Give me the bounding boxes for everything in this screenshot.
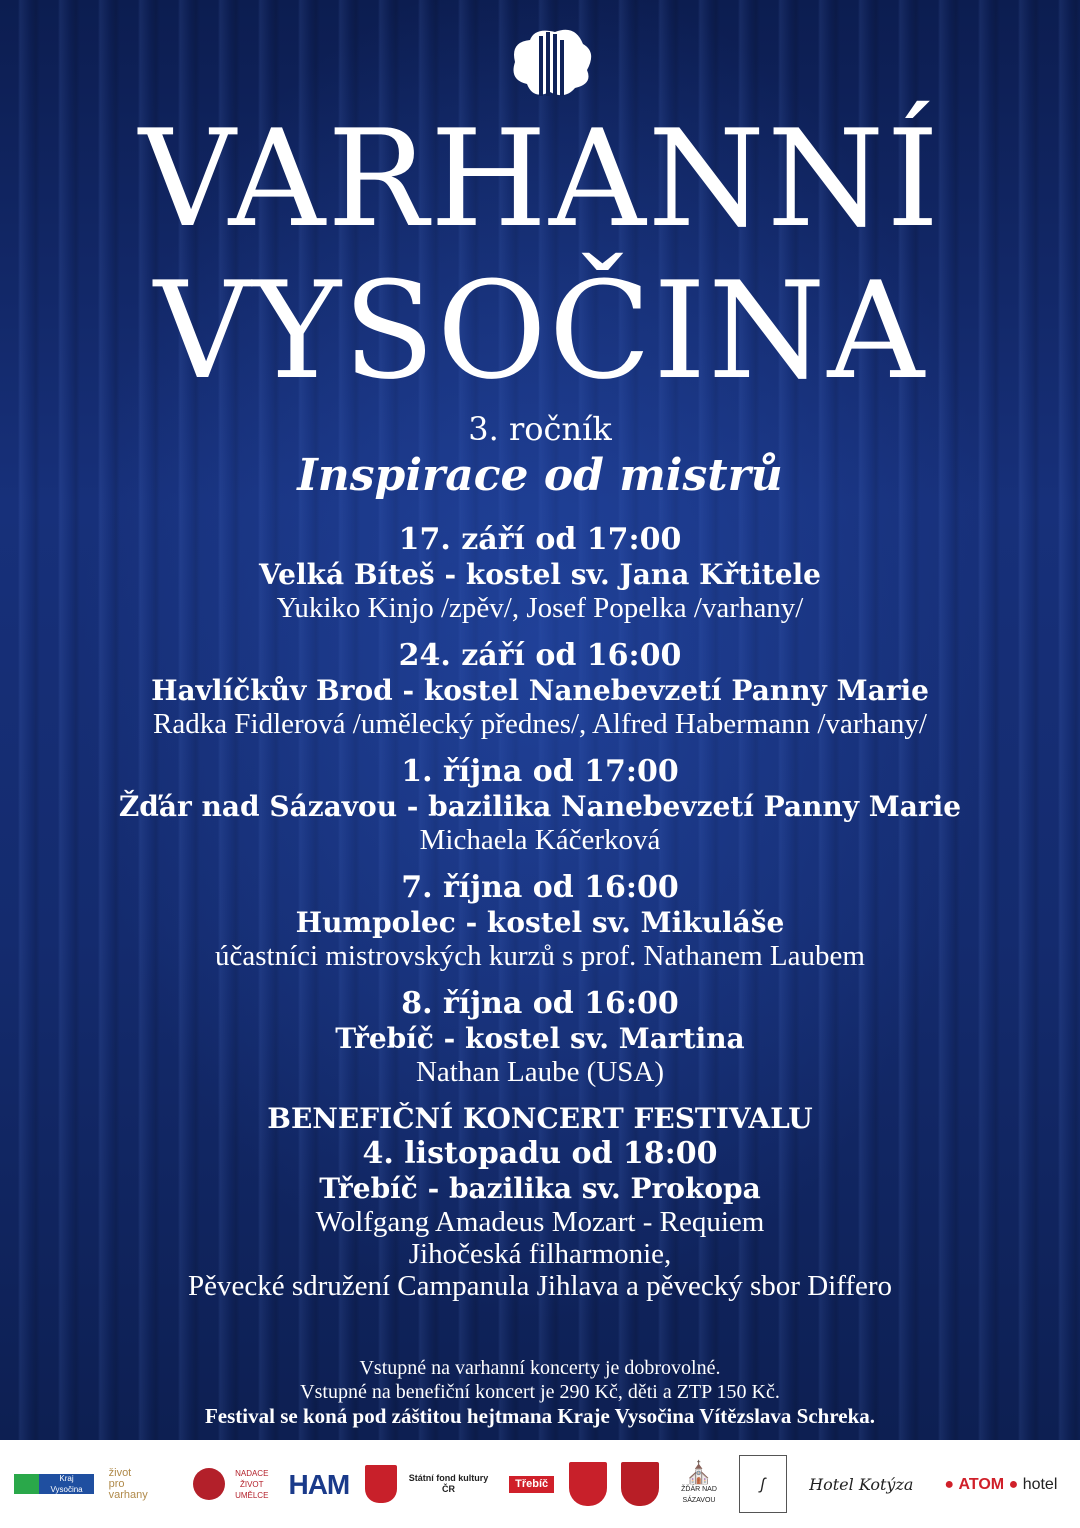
benefit-line: Pěvecké sdružení Campanula Jihlava a pěvecký sbor Differo: [187, 1270, 893, 1302]
benefit-heading: BENEFIČNÍ KONCERT FESTIVALU: [267, 1102, 813, 1135]
title-line-2: VYSOČINA: [153, 253, 927, 409]
zivot-word: život: [108, 1466, 132, 1479]
hotel-kotyza-logo: Hotel Kotýza: [809, 1474, 914, 1494]
benefit-line: Wolfgang Amadeus Mozart - Requiem: [315, 1206, 765, 1238]
nadace-label: NADACE ŽIVOT UMĚLCE: [235, 1468, 269, 1500]
edition: 3. ročník: [468, 410, 612, 448]
event-place: Havlíčkův Brod - kostel Nanebevzetí Panny Marie: [151, 674, 929, 707]
atom-hotel-logo: [936, 1475, 1066, 1493]
event-performers: Nathan Laube (USA): [415, 1056, 665, 1088]
czech-lion-icon: [365, 1465, 397, 1503]
benefit-place: Třebíč - bazilika sv. Prokopa: [319, 1172, 761, 1205]
event-performers: účastníci mistrovských kurzů s prof. Nathanem Laubem: [215, 940, 865, 972]
event-list: [0, 522, 1080, 1316]
benefit-date: 4. listopadu od 18:00: [362, 1136, 718, 1171]
ham-logo: HAM: [288, 1468, 350, 1500]
pro-word: pro: [108, 1477, 125, 1490]
event-item: [0, 754, 1080, 856]
coat-of-arms-icon: [569, 1462, 607, 1506]
kraj-green-block: [14, 1474, 39, 1494]
dot-icon: ●: [944, 1475, 959, 1493]
event-place: Třebíč - kostel sv. Martina: [335, 1022, 745, 1055]
benefit-concert: [0, 1102, 1080, 1302]
event-performers: Michaela Káčerková: [419, 824, 661, 856]
event-date: 24. září od 16:00: [398, 638, 682, 673]
event-date: 8. října od 16:00: [401, 986, 679, 1021]
atom-word: ATOM: [958, 1475, 1005, 1493]
nadace-seal-icon: [193, 1468, 225, 1500]
varhany-word: varhany: [108, 1488, 148, 1501]
event-date: 1. října od 17:00: [401, 754, 679, 789]
sponsor-bar: [0, 1440, 1080, 1528]
event-performers: Yukiko Kinjo /zpěv/, Josef Popelka /varhany/: [276, 592, 804, 624]
note-benefit-price: Vstupné na benefiční koncert je 290 Kč, děti a ZTP 150 Kč.: [300, 1381, 780, 1403]
nadace-zivot-umelce-logo: [193, 1468, 273, 1501]
church-icon: ⛪: [685, 1460, 713, 1485]
note-patronage: Festival se koná pod záštitou hejtmana Kraje Vysočina Vítězslava Schreka.: [204, 1404, 876, 1428]
subtitle: Inspirace od mistrů: [297, 450, 783, 501]
atom-hotel-word: hotel: [1022, 1475, 1058, 1493]
zdar-nad-sazavou-logo: [674, 1462, 724, 1506]
benefit-line: Jihočeská filharmonie,: [408, 1238, 672, 1270]
notes: [0, 1356, 1080, 1428]
note-voluntary-entry: Vstupné na varhanní koncerty je dobrovolné.: [359, 1357, 721, 1379]
event-performers: Radka Fidlerová /umělecký přednes/, Alfred Habermann /varhany/: [153, 708, 927, 740]
zdar-label: ŽĎÁR NAD SÁZAVOU: [681, 1486, 717, 1504]
kraj-label: Kraj Vysočina: [50, 1474, 83, 1494]
event-item: [0, 522, 1080, 624]
event-place: Velká Bíteš - kostel sv. Jana Křtitele: [258, 558, 821, 591]
event-date: 17. září od 17:00: [398, 522, 682, 557]
trebic-logo: Třebíč: [509, 1476, 554, 1493]
statni-fond-kultury-logo: [365, 1465, 495, 1503]
js-monogram-logo: ʃ: [739, 1455, 787, 1513]
title-line-1: VARHANNÍ: [138, 101, 942, 257]
event-item: [0, 986, 1080, 1088]
event-place: Humpolec - kostel sv. Mikuláše: [295, 906, 785, 939]
event-date: 7. října od 16:00: [401, 870, 679, 905]
event-place: Žďár nad Sázavou - bazilika Nanebevzetí Panny Marie: [118, 790, 962, 823]
coat-of-arms-icon: [621, 1462, 659, 1506]
event-item: [0, 870, 1080, 972]
organ-logo-icon: [505, 22, 595, 102]
dot-icon: ●: [1004, 1475, 1023, 1493]
sfk-label: Státní fond kultury ČR: [408, 1473, 489, 1494]
kraj-vysocina-logo: [14, 1474, 94, 1494]
event-item: [0, 638, 1080, 740]
zivot-pro-varhany-logo: [109, 1468, 179, 1501]
